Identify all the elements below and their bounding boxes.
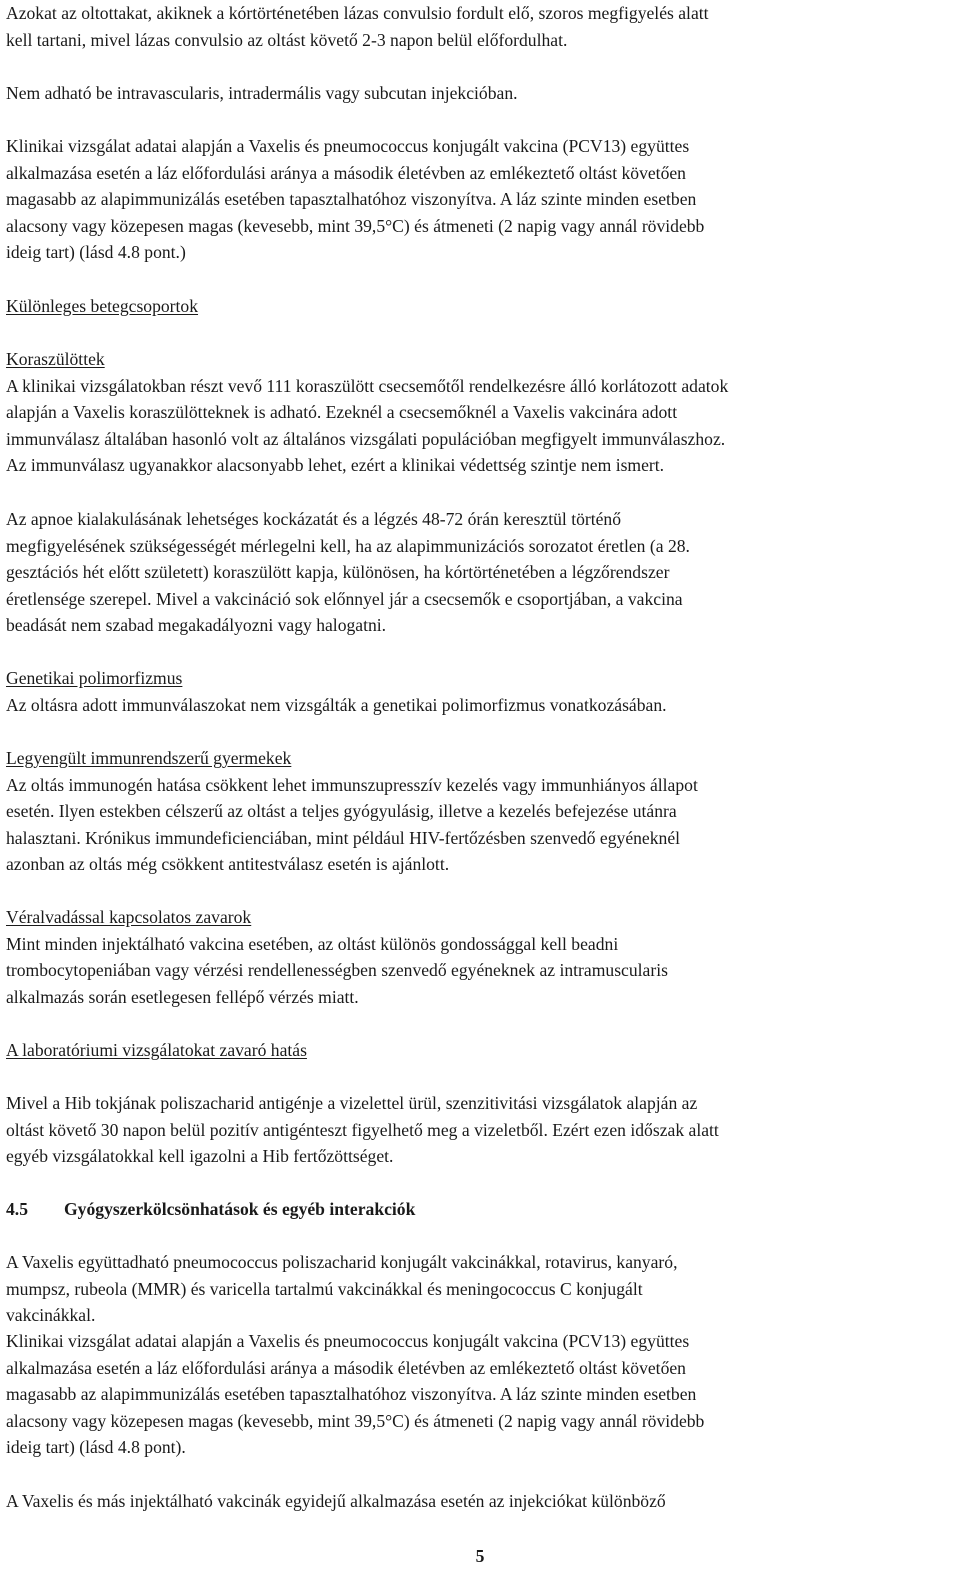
text-line: alacsony vagy közepesen magas (kevesebb, mint 39,5°C) és átmeneti (2 napig vagy annál rövidebb — [6, 215, 705, 236]
text-line: beadását nem szabad megakadályozni vagy halogatni. — [6, 615, 387, 636]
text-line: halasztani. Krónikus immundeficienciában, mint például HIV-fertőzésben szenvedő egyéneknél — [6, 827, 681, 848]
subheading-laboratory — [6, 1037, 956, 1064]
page-number: 5 — [475, 1546, 485, 1566]
text-line: alacsony vagy közepesen magas (kevesebb, mint 39,5°C) és átmeneti (2 napig vagy annál rövidebb — [6, 1410, 705, 1431]
text-line: Az oltás immunogén hatása csökkent lehet immunszupresszív kezelés vagy immunhiányos állapot — [6, 774, 698, 795]
text-line: vakcinákkal. — [6, 1305, 96, 1326]
text-line: Azokat az oltottakat, akiknek a kórtörténetében lázas convulsio fordult elő, szoros megfigyelés alatt — [6, 3, 709, 23]
paragraph-clinical-study-fever-repeat — [6, 1328, 956, 1461]
text-line: kell tartani, mivel lázas convulsio az oltást követő 2-3 napon belül előfordulhat. — [6, 29, 568, 50]
text-line: azonban az oltás még csökkent antitestválasz esetén is ajánlott. — [6, 854, 450, 875]
section-number: 4.5 — [6, 1199, 28, 1219]
text-line: ideig tart) (lásd 4.8 pont). — [6, 1437, 186, 1458]
text-line: trombocytopeniában vagy vérzési rendellenességben szenvedő egyéneknek az intramuscularis — [6, 960, 668, 981]
paragraph-apnoe — [6, 506, 956, 639]
text-line: immunválasz általában hasonló volt az általános vizsgálati populációban megfigyelt immunválaszhoz. — [6, 428, 726, 449]
section-immunocompromised — [6, 745, 956, 878]
paragraph-coadministration — [6, 1249, 956, 1329]
text-line: éretlensége szerepel. Mivel a vakcináció sok előnnyel jár a csecsemők e csoportjában, a vakcina — [6, 588, 683, 609]
section-heading-4-5 — [6, 1196, 956, 1223]
text-line: Klinikai vizsgálat adatai alapján a Vaxelis és pneumococcus konjugált vakcina (PCV13) együttes — [6, 136, 690, 156]
subheading-bleeding: Véralvadással kapcsolatos zavarok — [6, 907, 252, 927]
subheading-text: Különleges betegcsoportok — [6, 296, 199, 316]
text-line: ideig tart) (lásd 4.8 pont.) — [6, 242, 186, 263]
text-line: Mivel a Hib tokjának poliszacharid antigénje a vizelettel ürül, szenzitivitási vizsgálatok alapján az — [6, 1093, 698, 1113]
paragraph-clinical-study-fever — [6, 133, 956, 266]
text-line: oltást követő 30 napon belül pozitív antigénteszt figyelhető meg a vizeletből. Ezért ezen időszak alatt — [6, 1119, 719, 1140]
text-line: alkalmazás során esetlegesen fellépő vérzés miatt. — [6, 986, 359, 1007]
section-title: Gyógyszerkölcsönhatások és egyéb interakciók — [64, 1199, 416, 1219]
text-line: Mint minden injektálható vakcina esetében, az oltást különös gondossággal kell beadni — [6, 933, 619, 954]
text-line: magasabb az alapimmunizálás esetében tapasztalhatóhoz viszonyítva. A láz szinte minden esetben — [6, 1384, 697, 1405]
paragraph-laboratory — [6, 1090, 956, 1170]
text-line: magasabb az alapimmunizálás esetében tapasztalhatóhoz viszonyítva. A láz szinte minden esetben — [6, 189, 697, 210]
text-line: alkalmazása esetén a láz előfordulási aránya a második életévben az emlékeztető oltást követően — [6, 162, 686, 183]
subheading-text: A laboratóriumi vizsgálatokat zavaró hatás — [6, 1040, 307, 1060]
text-line: A Vaxelis együttadható pneumococcus poliszacharid konjugált vakcinákkal, rotavirus, kanyaró, — [6, 1252, 678, 1272]
text-line: Nem adható be intravascularis, intradermális vagy subcutan injekcióban. — [6, 83, 518, 103]
text-line: esetén. Ilyen estekben célszerű az oltást a teljes gyógyulásig, illetve a kezelés befejezése utánra — [6, 801, 677, 822]
text-line: Az oltásra adott immunválaszokat nem vizsgálták a genetikai polimorfizmus vonatkozásában. — [6, 694, 667, 715]
paragraph-other-vaccines — [6, 1488, 956, 1515]
text-line: Az immunválasz ugyanakkor alacsonyabb lehet, ezért a klinikai védettség szintje nem ismert. — [6, 455, 665, 476]
text-line: egyéb vizsgálatokkal kell igazolni a Hib fertőzöttséget. — [6, 1146, 394, 1167]
subheading-premature: Koraszülöttek — [6, 349, 105, 369]
text-line: alkalmazása esetén a láz előfordulási aránya a második életévben az emlékeztető oltást követően — [6, 1357, 686, 1378]
text-line: A klinikai vizsgálatokban részt vevő 111 koraszülött csecsemőtől rendelkezésre álló korlátozott adatok — [6, 375, 729, 396]
text-line: gesztációs hét előtt született) koraszülött kapja, különösen, ha kórtörténetében a légzőrendszer — [6, 562, 670, 583]
text-line: Az apnoe kialakulásának lehetséges kockázatát és a légzés 48-72 órán keresztül történő — [6, 509, 622, 529]
text-line: mumpsz, rubeola (MMR) és varicella tartalmú vakcinákkal és meningococcus C konjugált — [6, 1278, 643, 1299]
text-line: megfigyelésének szükségességét mérlegelni kell, ha az alapimmunizációs sorozatot éretlen (a 28. — [6, 535, 690, 556]
paragraph-injection-route — [6, 80, 956, 107]
text-line: Klinikai vizsgálat adatai alapján a Vaxelis és pneumococcus konjugált vakcina (PCV13) együttes — [6, 1331, 690, 1351]
text-line: A Vaxelis és más injektálható vakcinák egyidejű alkalmazása esetén az injekciókat különböző — [6, 1491, 666, 1511]
text-line: alapján a Vaxelis koraszülötteknek is adható. Ezeknél a csecsemőknél a Vaxelis vakcinára adott — [6, 402, 678, 423]
section-premature — [6, 346, 956, 479]
subheading-special-groups — [6, 293, 956, 320]
section-bleeding-disorders — [6, 904, 956, 1010]
paragraph-convulsio — [6, 0, 956, 53]
subheading-genetic: Genetikai polimorfizmus — [6, 668, 183, 688]
subheading-immunocompromised: Legyengült immunrendszerű gyermekek — [6, 748, 292, 768]
section-genetic-polymorphism — [6, 665, 956, 718]
